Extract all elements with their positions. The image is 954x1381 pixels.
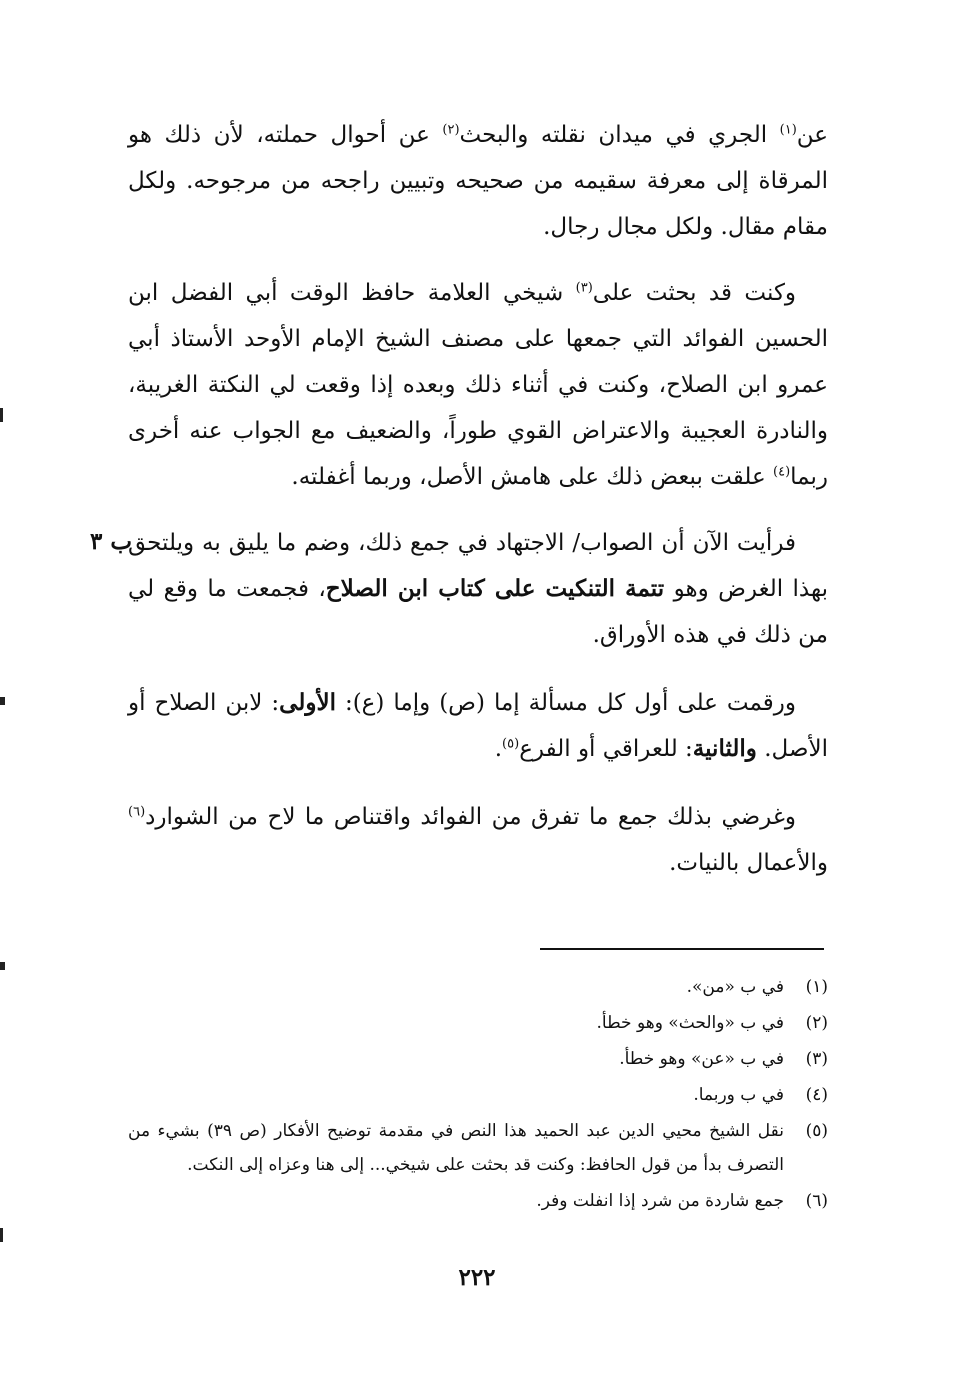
manuscript-folio-marker: ب ٣ bbox=[89, 528, 132, 555]
footnote-number: (٤) bbox=[805, 1085, 828, 1105]
footnote-ref-3: (٣) bbox=[575, 280, 593, 296]
paragraph-3 bbox=[128, 520, 828, 658]
scan-edge-mark bbox=[0, 408, 3, 422]
footnote-ref-1: (١) bbox=[779, 122, 797, 138]
book-title-emphasis: تتمة التنكيت على كتاب ابن الصلاح bbox=[325, 575, 665, 602]
p2-text-a: وكنت قد بحثت على bbox=[592, 280, 797, 306]
paragraph-1 bbox=[128, 112, 828, 250]
scan-edge-mark bbox=[0, 1228, 3, 1242]
footnote-1 bbox=[128, 970, 828, 1004]
footnote-text: في ب «عن» وهو خطأ. bbox=[619, 1049, 784, 1069]
footnote-6 bbox=[128, 1184, 828, 1218]
p1-text-b: الجري في ميدان نقلته والبحث bbox=[459, 122, 780, 148]
page-number: ٢٢٢ bbox=[458, 1264, 496, 1291]
p1-text-a: عن bbox=[796, 122, 828, 148]
footnote-text: نقل الشيخ محيي الدين عبد الحميد هذا النص في مقدمة توضيح الأفكار (ص ٣٩) بشيء من التصرف بدأ من قول الحافظ: وكنت قد بحثت على شيخي... إلى هنا وعزاه إلى النكت. bbox=[128, 1121, 785, 1175]
p4-bold-first: الأولى bbox=[279, 689, 336, 716]
footnote-ref-6: (٦) bbox=[128, 804, 146, 820]
footnote-number: (٣) bbox=[805, 1049, 828, 1069]
footnote-ref-2: (٢) bbox=[442, 122, 460, 138]
footnotes bbox=[128, 970, 828, 1220]
p4-text-b: : لابن الصلاح أو الأصل. bbox=[128, 690, 828, 762]
scan-edge-mark bbox=[0, 962, 5, 970]
p1-text-c: عن أحوال حملته، لأن ذلك هو المرقاة إلى معرفة سقيمه من صحيحه وتبيين راجحه من مرجوحه. ولكل مقام مقال. ولكل مجال رجال. bbox=[128, 122, 828, 240]
footnote-number: (٥) bbox=[805, 1121, 828, 1141]
p2-text-b: شيخي العلامة حافظ الوقت أبي الفضل ابن الحسين الفوائد التي جمعها على مصنف الشيخ الإمام الأوحد الأستاذ أبي عمرو ابن الصلاح، وكنت في أثناء ذلك وبعده إذا وقعت لي النكتة الغريبة، والنادرة العجيبة والاعتراض القوي طوراً، والضعيف مع الجواب عنه أخرى ربما bbox=[128, 280, 828, 490]
p3-text-b: ، فجمعت ما وقع لي من ذلك في هذه الأوراق. bbox=[128, 576, 828, 648]
footnote-text: جمع شاردة من شرد إذا انفلت وفر. bbox=[536, 1191, 784, 1211]
footnote-text: في ب «من». bbox=[686, 977, 784, 997]
p3-text-a: فرأيت الآن أن الصواب/ الاجتهاد في جمع ذلك، وضم ما يليق به ويلتحق بهذا الغرض وهو bbox=[128, 530, 828, 602]
footnote-3 bbox=[128, 1042, 828, 1076]
paragraph-2 bbox=[128, 270, 828, 500]
footnote-2 bbox=[128, 1006, 828, 1040]
p4-text-d: . bbox=[494, 736, 503, 762]
footnote-ref-4: (٤) bbox=[773, 464, 791, 480]
footnote-4 bbox=[128, 1078, 828, 1112]
p4-text-c: : للعراقي أو الفرع bbox=[519, 736, 693, 762]
p4-bold-second: والثانية bbox=[692, 735, 757, 762]
scan-edge-mark bbox=[0, 697, 5, 705]
footnote-5 bbox=[128, 1114, 828, 1182]
footnote-number: (٦) bbox=[805, 1191, 828, 1211]
p5-text-a: وغرضي بذلك جمع ما تفرق من الفوائد واقتناص ما لاح من الشوارد bbox=[145, 804, 796, 830]
footnote-separator bbox=[540, 948, 824, 950]
footnote-text: في ب وربما. bbox=[693, 1085, 784, 1105]
footnote-number: (٢) bbox=[805, 1013, 828, 1033]
footnote-ref-5: (٥) bbox=[502, 736, 520, 752]
p4-text-a: ورقمت على أول كل مسألة إما (ص) وإما (ع): bbox=[335, 690, 796, 716]
footnote-number: (١) bbox=[805, 977, 828, 997]
paragraph-5 bbox=[128, 794, 828, 886]
footnote-text: في ب «والحث» وهو خطأ. bbox=[596, 1013, 784, 1033]
p5-text-b: والأعمال بالنيات. bbox=[669, 850, 828, 876]
paragraph-4 bbox=[128, 680, 828, 772]
p2-text-c: علقت ببعض ذلك على هامش الأصل، وربما أغفلته. bbox=[291, 464, 774, 490]
